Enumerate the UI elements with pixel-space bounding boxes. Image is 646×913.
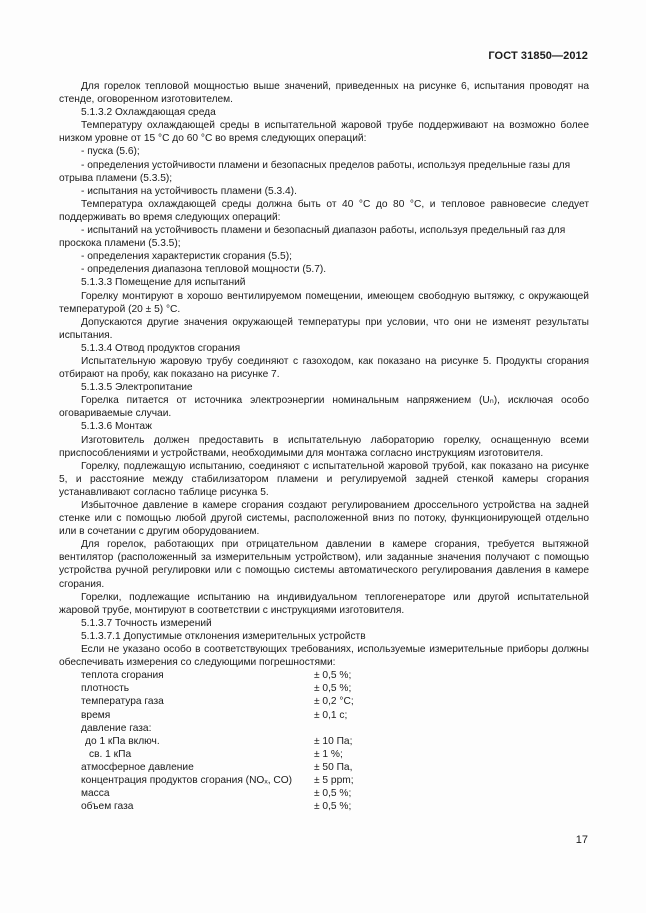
paragraph: Допускаются другие значения окружающей температуры при условии, что они не изменят результаты испытания. xyxy=(59,316,589,341)
accuracy-parameter: плотность xyxy=(81,683,130,695)
accuracy-tolerance: ± 1 %; xyxy=(314,748,343,760)
accuracy-tolerance: ± 50 Па, xyxy=(314,761,353,773)
list-item: - испытания на устойчивость пламени (5.3.4). xyxy=(81,185,297,197)
paragraph: Избыточное давление в камере сгорания создают регулированием дроссельного устройства на задней стенке или с помощью любой другой системы, расположенной вниз по потоку, функционирующей отдельно или в сочетании с другим оборудованием. xyxy=(59,500,589,538)
accuracy-parameter: теплота сгорания xyxy=(81,670,164,682)
paragraph: Температуру охлаждающей среды в испытательной жаровой трубе поддерживают на возможно более низком уровне от 15 °С до 60 °С во время следующих операций: xyxy=(59,120,589,145)
paragraph: Для горелок тепловой мощностью выше значений, приведенных на рисунке 6, испытания проводят на стенде, оговоренном изготовителем. xyxy=(59,81,589,106)
accuracy-list xyxy=(59,669,589,813)
document-body xyxy=(59,80,589,813)
accuracy-row xyxy=(59,695,589,708)
paragraph: Горелку монтируют в хорошо вентилируемом помещении, имеющем свободную вытяжку, с окружающей температурой (20 ± 5) °С. xyxy=(59,290,589,315)
paragraph: Испытательную жаровую трубу соединяют с газоходом, как показано на рисунке 5. Продукты сгорания отбирают на пробу, как показано на рисунке 7. xyxy=(59,355,589,381)
paragraph: Если не указано особо в соответствующих требованиях, используемые измерительные приборы должны обеспечивать измерения со следующими погрешностями: xyxy=(59,644,589,669)
accuracy-parameter: масса xyxy=(81,788,110,800)
accuracy-tolerance: ± 0,1 с; xyxy=(314,709,348,721)
list-item: - пуска (5.6); xyxy=(81,146,140,158)
accuracy-parameter: температура газа xyxy=(81,696,164,708)
accuracy-parameter: время xyxy=(81,709,111,721)
list-item: - определения устойчивости пламени и безопасных пределов работы, используя предельные газы для отрыва пламени (5.3.5); xyxy=(59,159,571,184)
accuracy-tolerance: ± 0,2 °С; xyxy=(314,696,354,708)
paragraph: Горелка питается от источника электроэнергии номинальным напряжением (Uₙ), исключая особо оговариваемые случаи. xyxy=(59,395,589,420)
accuracy-tolerance: ± 5 ppm; xyxy=(314,774,354,786)
section-heading: 5.1.3.7.1 Допустимые отклонения измерительных устройств xyxy=(81,630,366,642)
accuracy-tolerance xyxy=(314,722,589,735)
accuracy-row xyxy=(59,682,589,695)
section-heading: 5.1.3.4 Отвод продуктов сгорания xyxy=(81,342,241,354)
accuracy-tolerance: ± 0,5 %; xyxy=(314,801,352,813)
accuracy-parameter: объем газа xyxy=(81,801,134,813)
accuracy-parameter: до 1 кПа включ. xyxy=(85,735,160,747)
accuracy-tolerance: ± 0,5 %; xyxy=(314,788,352,800)
accuracy-tolerance: ± 0,5 %; xyxy=(314,670,352,682)
list-item: - испытаний на устойчивость пламени и безопасный диапазон работы, используя предельный газ для проскока пламени (5.3.5); xyxy=(59,225,566,250)
paragraph: Изготовитель должен предоставить в испытательную лабораторию горелку, оснащенную всеми приспособлениями и устройствами, необходимыми для монтажа согласно инструкциям изготовителя. xyxy=(59,434,589,459)
accuracy-row xyxy=(59,709,589,722)
accuracy-parameter: концентрация продуктов сгорания (NOₓ, CO) xyxy=(81,774,293,786)
accuracy-tolerance: ± 0,5 %; xyxy=(314,683,352,695)
accuracy-row xyxy=(59,722,589,735)
accuracy-row xyxy=(59,774,589,787)
paragraph: Горелку, подлежащую испытанию, соединяют с испытательной жаровой трубой, как показано на рисунке 5, и расстояние между стабилизатором пламени и регулируемой задней стенкой камеры сгорания устанавливают согласно таблице рисунка 5. xyxy=(59,460,589,498)
accuracy-row xyxy=(59,800,589,813)
section-heading: 5.1.3.7 Точность измерений xyxy=(81,617,212,629)
document-header: ГОСТ 31850—2012 xyxy=(488,50,588,62)
section-heading: 5.1.3.2 Охлаждающая среда xyxy=(81,107,216,119)
accuracy-row xyxy=(59,761,589,774)
page-number: 17 xyxy=(575,834,588,846)
paragraph: Для горелок, работающих при отрицательном давлении в камере сгорания, требуется вытяжной вентилятор (расположенный за измерительным устройством), или заданные значения получают с помощью устройства ручной регулировки или с помощью системы автоматического регулирования давления в камере сгорания. xyxy=(59,539,589,590)
section-heading: 5.1.3.6 Монтаж xyxy=(81,421,152,433)
section-heading: 5.1.3.3 Помещение для испытаний xyxy=(81,277,246,289)
accuracy-tolerance: ± 10 Па; xyxy=(314,735,353,747)
list-item: - определения характеристик сгорания (5.5); xyxy=(81,251,292,263)
accuracy-parameter: св. 1 кПа xyxy=(89,748,132,760)
accuracy-row xyxy=(59,787,589,800)
paragraph: Горелки, подлежащие испытанию на индивидуальном теплогенераторе или другой испытательной жаровой трубе, монтируют в соответствии с инструкциями изготовителя. xyxy=(59,591,589,616)
list-item: - определения диапазона тепловой мощности (5.7). xyxy=(81,264,327,276)
accuracy-parameter: давление газа: xyxy=(81,722,152,734)
accuracy-row xyxy=(59,748,589,761)
accuracy-parameter: атмосферное давление xyxy=(81,761,194,773)
section-heading: 5.1.3.5 Электропитание xyxy=(81,382,193,394)
accuracy-row xyxy=(59,735,589,748)
text-blocks xyxy=(59,80,589,669)
accuracy-row xyxy=(59,669,589,682)
paragraph: Температура охлаждающей среды должна быть от 40 °С до 80 °С, и тепловое равновесие следует поддерживать во время следующих операций: xyxy=(59,198,589,223)
